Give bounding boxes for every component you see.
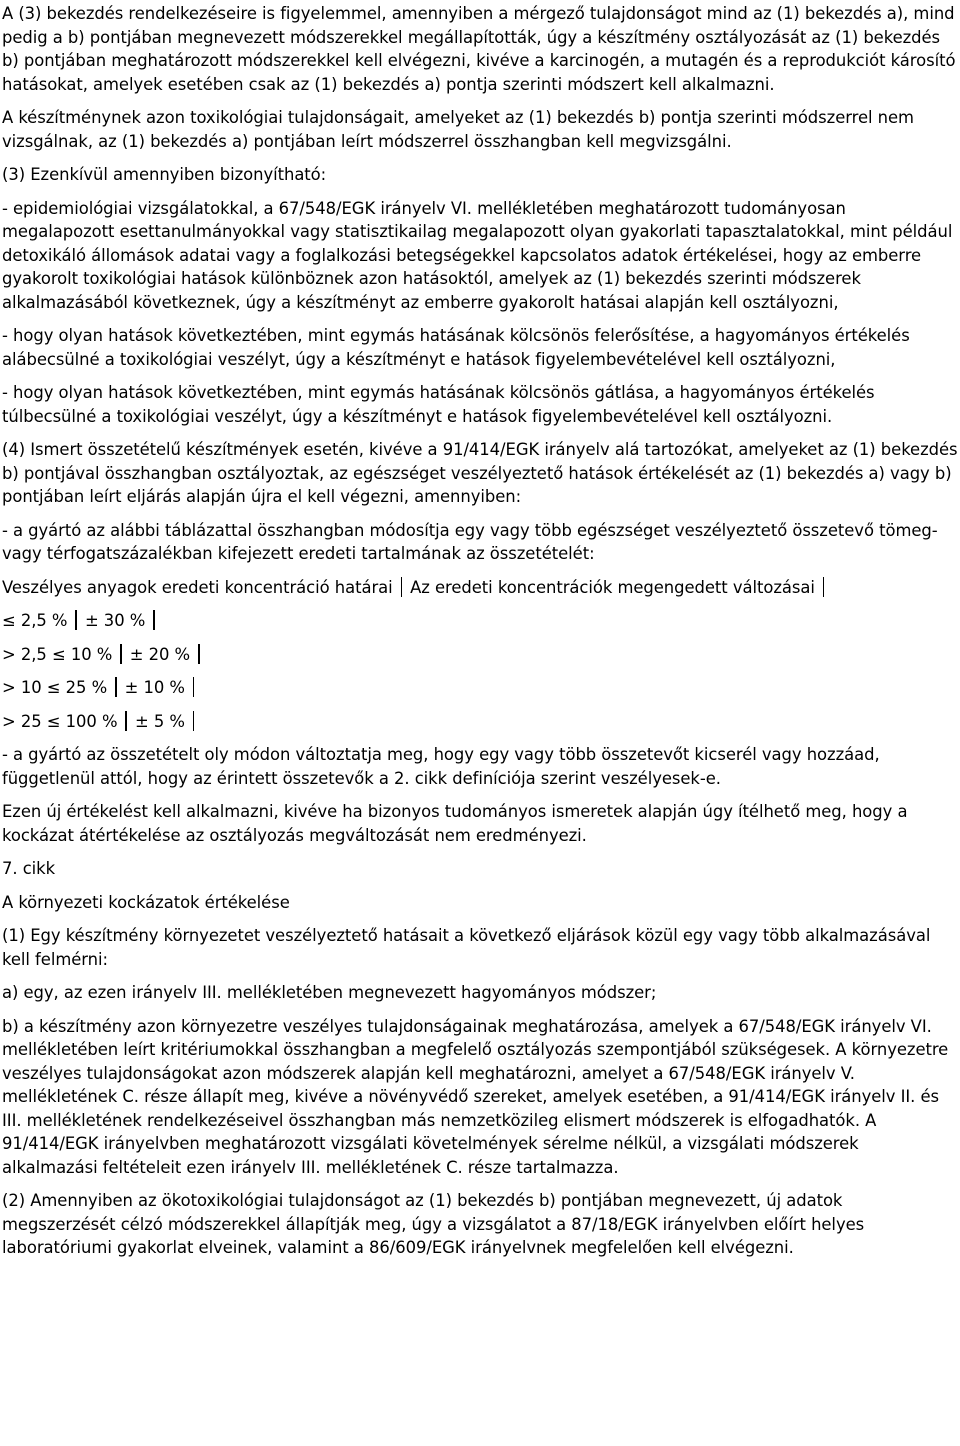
range-upper: 100 % (65, 711, 118, 731)
range-upper: 10 % (70, 644, 113, 664)
table-row (2, 609, 958, 633)
le-symbol: ≤ (46, 711, 61, 731)
column-separator (401, 577, 403, 597)
gt-symbol: > (2, 711, 16, 731)
article-title: A környezeti kockázatok értékelése (2, 892, 290, 912)
tolerance-value: ± 5 % (134, 711, 185, 731)
column-separator (125, 711, 127, 731)
paragraph-env-assessment: (1) Egy készítmény környezetet veszélyeztető hatásait a következő eljárások közül egy vagy több alkalmazásával kell felmérni: (2, 926, 931, 969)
table-header-left: Veszélyes anyagok eredeti koncentráció határai (2, 577, 393, 597)
paragraph-new-evaluation: Ezen új értékelést kell alkalmazni, kivéve ha bizonyos tudományos ismeretek alapján úgy ítélhető meg, hogy a kockázat átértékelése az osztályozás megváltozását nem eredményezi. (2, 802, 908, 845)
column-separator (115, 677, 117, 697)
range-upper: 25 % (65, 678, 108, 697)
paragraph-composition-change: - a gyártó az összetételt oly módon változtatja meg, hogy egy vagy több összetevőt kicserél vagy hozzáad, függetlenül attól, hogy az érintett összetevők a 2. cikk definíciója szerint veszélyesek-e. (2, 745, 880, 788)
table-header-row (2, 576, 958, 600)
paragraph-section-3-intro: (3) Ezenkívül amennyiben bizonyítható: (2, 165, 327, 184)
paragraph-manufacturer-modifies: - a gyártó az alábbi táblázattal összhangban módosítja egy vagy több egészséget veszélyeztető összetevő tömeg- vagy térfogatszázalékban kifejezett eredeti tartalmának az összetételét: (2, 520, 938, 563)
paragraph-point-b: b) a készítmény azon környezetre veszélyes tulajdonságainak meghatározása, amelyek a 67/548/EGK irányelv VI. mellékletében leírt kritériumokkal összhangban a megfelelő osztályozás szempontjából szükségesek. A környezetre veszélyes tulajdonságokat azon módszerek alapján kell meghatározni, amelyet a 67/548/EGK irányelv V. mellékletének C. része állapít meg, kivéve a növényvédő szereket, amelyek esetében, a 91/414/EGK irányelv II. és III. mellékletének rendelkezéseivel összhangban más nemzetközileg elismert módszerek is elfogadhatók. A 91/414/EGK irányelvben meghatározott vizsgálati követelmények sérelme nélkül, a vizsgálati módszerek alkalmazási feltételeit ezen irányelv III. mellékletének C. része tartalmazza. (2, 1016, 949, 1177)
paragraph-point-a: a) egy, az ezen irányelv III. mellékletében megnevezett hagyományos módszer; (2, 983, 657, 1002)
gt-symbol: > (2, 644, 16, 664)
paragraph-section-4: (4) Ismert összetételű készítmények esetén, kivéve a 91/414/EGK irányelv alá tartozókat, amelyeket az (1) bekezdés b) pontjával összhangban osztályoztak, az egészséget veszélyeztető hatások értékelését az (1) bekezdés a) vagy b) pontjában leírt eljárás alapján újra el kell végezni, amennyiben: (2, 440, 958, 506)
range-upper: 2,5 % (20, 611, 68, 630)
paragraph-epidemiological: - epidemiológiai vizsgálatokkal, a 67/548/EGK irányelv VI. mellékletében meghatározott tudományosan megalapozott esettanulmányokkal vagy statisztikailag megalapozott olyan gyakorlati tapasztalatokkal, mint például detoxikáló állomások adatai vagy a foglalkozási betegségekkel kapcsolatos adatok értékelései, hogy az emberre gyakorolt toxikológiai hatások különböznek azon hatásoktól, amelyek az (1) bekezdés szerinti módszerek alkalmazásából következnek, úgy a készítményt az emberre gyakorolt hatásai alapján kell osztályozni, (2, 198, 953, 312)
column-separator (198, 644, 200, 664)
gt-symbol: > (2, 678, 16, 697)
range-lower: 25 (20, 711, 42, 731)
paragraph-inhibition: - hogy olyan hatások következtében, mint egymás hatásának kölcsönös gátlása, a hagyományos értékelés túlbecsülné a toxikológiai veszélyt, úgy a készítményt e hatások figyelembevételével kell osztályozni. (2, 383, 875, 426)
column-separator (153, 610, 155, 630)
column-separator (75, 610, 77, 630)
table-row (2, 643, 958, 667)
le-symbol: ≤ (46, 678, 61, 697)
table-row (2, 676, 958, 700)
table-row (2, 710, 958, 734)
table-header-right: Az eredeti koncentrációk megengedett változásai (410, 577, 815, 597)
column-separator (193, 677, 195, 697)
tolerance-value: ± 30 % (84, 611, 146, 630)
tolerance-value: ± 20 % (129, 644, 191, 664)
range-lower: 2,5 (20, 644, 47, 664)
paragraph-classification-method: A (3) bekezdés rendelkezéseire is figyelemmel, amennyiben a mérgező tulajdonságot mind az (1) bekezdés a), mind pedig a b) pontjában megnevezett módszerekkel megállapították, úgy a készítmény osztályozását az (1) bekezdés b) pontjában meghatározott módszerekkel kell elvégezni, kivéve a karcinogén, a mutagén és a reprodukciót károsító hatásokat, amelyek esetében csak az (1) bekezdés a) pontja szerinti módszert kell alkalmazni. (2, 4, 956, 94)
article-heading: 7. cikk (2, 859, 56, 878)
le-symbol: ≤ (51, 644, 66, 664)
paragraph-ecotoxicological: (2) Amennyiben az ökotoxikológiai tulajdonságot az (1) bekezdés b) pontjában megnevezett, új adatok megszerzését célzó módszerekkel állapítják meg, úgy a vizsgálatot a 87/18/EGK irányelvben előírt helyes laboratóriumi gyakorlat elveinek, valamint a 86/609/EGK irányelvnek megfelelően kell elvégezni. (2, 1191, 865, 1257)
column-separator (193, 711, 195, 731)
le-symbol: ≤ (2, 611, 16, 630)
paragraph-toxicological-properties: A készítménynek azon toxikológiai tulajdonságait, amelyeket az (1) bekezdés b) pontja szerinti módszerrel nem vizsgálnak, az (1) bekezdés a) pontjában leírt módszerrel összhangban kell megvizsgálni. (2, 108, 914, 151)
column-separator (823, 577, 825, 597)
range-lower: 10 (20, 678, 42, 697)
tolerance-value: ± 10 % (124, 678, 185, 697)
column-separator (120, 644, 122, 664)
paragraph-amplification: - hogy olyan hatások következtében, mint egymás hatásának kölcsönös felerősítése, a hagyományos értékelés alábecsülné a toxikológiai veszélyt, úgy a készítményt e hatások figyelembevételével kell osztályozni, (2, 326, 910, 369)
